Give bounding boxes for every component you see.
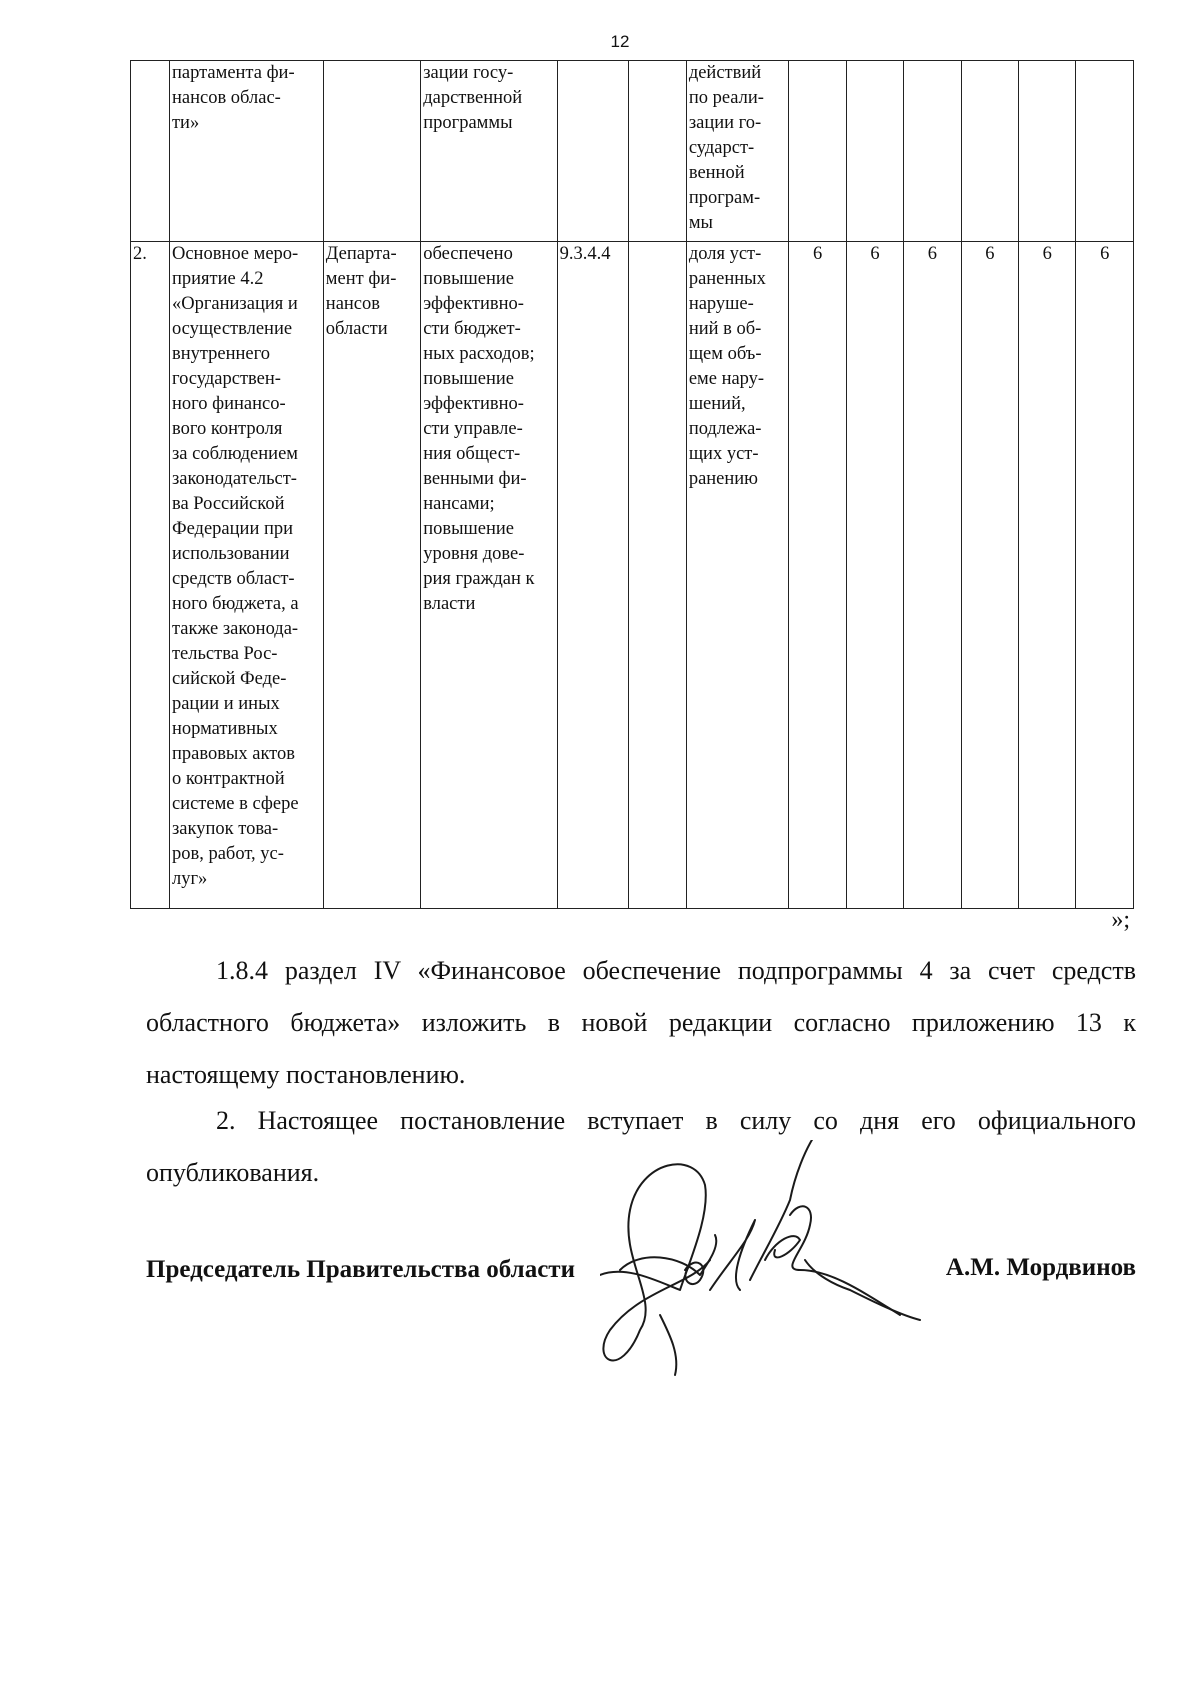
indicator-cell xyxy=(686,242,789,909)
cell-line: шений, xyxy=(688,394,746,414)
cell-line: щем объ- xyxy=(688,344,762,364)
value-cell xyxy=(846,61,903,242)
cell-line: приятие 4.2 xyxy=(171,269,264,289)
cell-line: ния общест- xyxy=(423,444,521,464)
cell-line: законодательст- xyxy=(171,469,297,489)
paragraph-text: 2. Настоящее постановление вступает в силу со дня его официального опубликования. xyxy=(146,1106,1136,1187)
cell-line: зации госу- xyxy=(423,63,514,83)
cell-line: о контрактной xyxy=(171,769,285,789)
result-cell xyxy=(421,61,557,242)
cell-line: наруше- xyxy=(688,294,754,314)
value-cell xyxy=(961,61,1018,242)
cell-line: ранению xyxy=(688,469,759,489)
cell-line: внутреннего xyxy=(171,344,271,364)
cell-line: сти бюджет- xyxy=(423,319,521,339)
code-cell xyxy=(557,61,629,242)
cell-line: зации го- xyxy=(688,113,762,133)
value-cell: 6 xyxy=(1076,242,1134,909)
cell-line: использовании xyxy=(171,544,290,564)
cell-line: осуществление xyxy=(171,319,293,339)
cell-line: рия граждан к xyxy=(423,569,535,589)
cell-line: ров, работ, ус- xyxy=(171,844,284,864)
cell-line: Федерации при xyxy=(171,519,294,539)
closing-quote: »; xyxy=(1111,907,1130,933)
cell-line: вого контроля xyxy=(171,419,283,439)
cell-line: доля уст- xyxy=(688,244,762,264)
cell-line: системе в сфере xyxy=(171,794,299,814)
paragraph-text: 1.8.4 раздел IV «Финансовое обеспечение подпрограммы 4 за счет средств областного бюджета» изложить в новой редакции согласно приложению 13 к настоящему постановлению. xyxy=(146,956,1136,1089)
cell-line: сударст- xyxy=(688,138,755,158)
value-cell xyxy=(1076,61,1134,242)
result-cell xyxy=(421,242,557,909)
cell-line: щих уст- xyxy=(688,444,759,464)
cell-line: нормативных xyxy=(171,719,278,739)
cell-line: власти xyxy=(423,594,476,614)
cell-line: Основное меро- xyxy=(171,244,299,264)
cell-line: сти управле- xyxy=(423,419,523,439)
value-cell xyxy=(789,61,846,242)
cell-line: повышение xyxy=(423,369,515,389)
cell-line: луг» xyxy=(171,869,208,889)
cell-line: эффективно- xyxy=(423,394,524,414)
value-cell: 6 xyxy=(1019,242,1076,909)
row-number-cell: 2. xyxy=(131,242,170,909)
blank-cell xyxy=(629,61,686,242)
cell-line: раненных xyxy=(688,269,766,289)
cell-line: программы xyxy=(423,113,513,133)
table-row xyxy=(131,61,1134,242)
cell-line: уровня дове- xyxy=(423,544,525,564)
table-row xyxy=(131,242,1134,909)
cell-line: Департа- xyxy=(325,244,397,264)
cell-line: подлежа- xyxy=(688,419,762,439)
cell-line: ва Российской xyxy=(171,494,285,514)
cell-line: венными фи- xyxy=(423,469,527,489)
cell-line: тельства Рос- xyxy=(171,644,278,664)
cell-line: также законода- xyxy=(171,619,299,639)
executor-cell xyxy=(323,61,420,242)
cell-line: закупок това- xyxy=(171,819,279,839)
cell-line: програм- xyxy=(688,188,761,208)
cell-line: обеспечено xyxy=(423,244,513,264)
cell-line: ний в об- xyxy=(688,319,762,339)
cell-line: повышение xyxy=(423,269,515,289)
cell-line: нансов xyxy=(325,294,381,314)
program-table xyxy=(130,60,1134,909)
activity-cell xyxy=(169,242,323,909)
row-number-cell xyxy=(131,61,170,242)
blank-cell xyxy=(629,242,686,909)
value-cell: 6 xyxy=(789,242,846,909)
cell-line: государствен- xyxy=(171,369,281,389)
value-cell: 6 xyxy=(904,242,961,909)
cell-line: средств област- xyxy=(171,569,295,589)
value-cell: 6 xyxy=(961,242,1018,909)
signer-position: Председатель Правительства области xyxy=(146,1256,575,1283)
cell-line: «Организация и xyxy=(171,294,298,314)
cell-line: нансов облас- xyxy=(171,88,281,108)
paragraph-section-1-8-4 xyxy=(146,945,1136,1101)
cell-line: повышение xyxy=(423,519,515,539)
cell-line: правовых актов xyxy=(171,744,296,764)
cell-line: дарственной xyxy=(423,88,523,108)
cell-line: нансами; xyxy=(423,494,495,514)
cell-line: рации и иных xyxy=(171,694,280,714)
cell-line: партамента фи- xyxy=(171,63,295,83)
signer-name: А.М. Мордвинов xyxy=(945,1254,1136,1281)
activity-cell xyxy=(169,61,323,242)
code-cell: 9.3.4.4 xyxy=(557,242,629,909)
cell-line: ти» xyxy=(171,113,200,133)
value-cell xyxy=(1019,61,1076,242)
cell-line: области xyxy=(325,319,388,339)
cell-line: ного бюджета, а xyxy=(171,594,299,614)
cell-line: мы xyxy=(688,213,713,233)
signature-block xyxy=(146,1256,1136,1316)
cell-line: еме нару- xyxy=(688,369,765,389)
executor-cell xyxy=(323,242,420,909)
cell-line: эффективно- xyxy=(423,294,524,314)
indicator-cell xyxy=(686,61,789,242)
cell-line: ного финансо- xyxy=(171,394,286,414)
cell-line: венной xyxy=(688,163,745,183)
cell-line: сийской Феде- xyxy=(171,669,287,689)
value-cell: 6 xyxy=(846,242,903,909)
value-cell xyxy=(904,61,961,242)
cell-line: по реали- xyxy=(688,88,764,108)
cell-line: за соблюдением xyxy=(171,444,298,464)
cell-line: мент фи- xyxy=(325,269,397,289)
page-number: 12 xyxy=(610,32,630,51)
cell-line: действий xyxy=(688,63,762,83)
cell-line: ных расходов; xyxy=(423,344,535,364)
